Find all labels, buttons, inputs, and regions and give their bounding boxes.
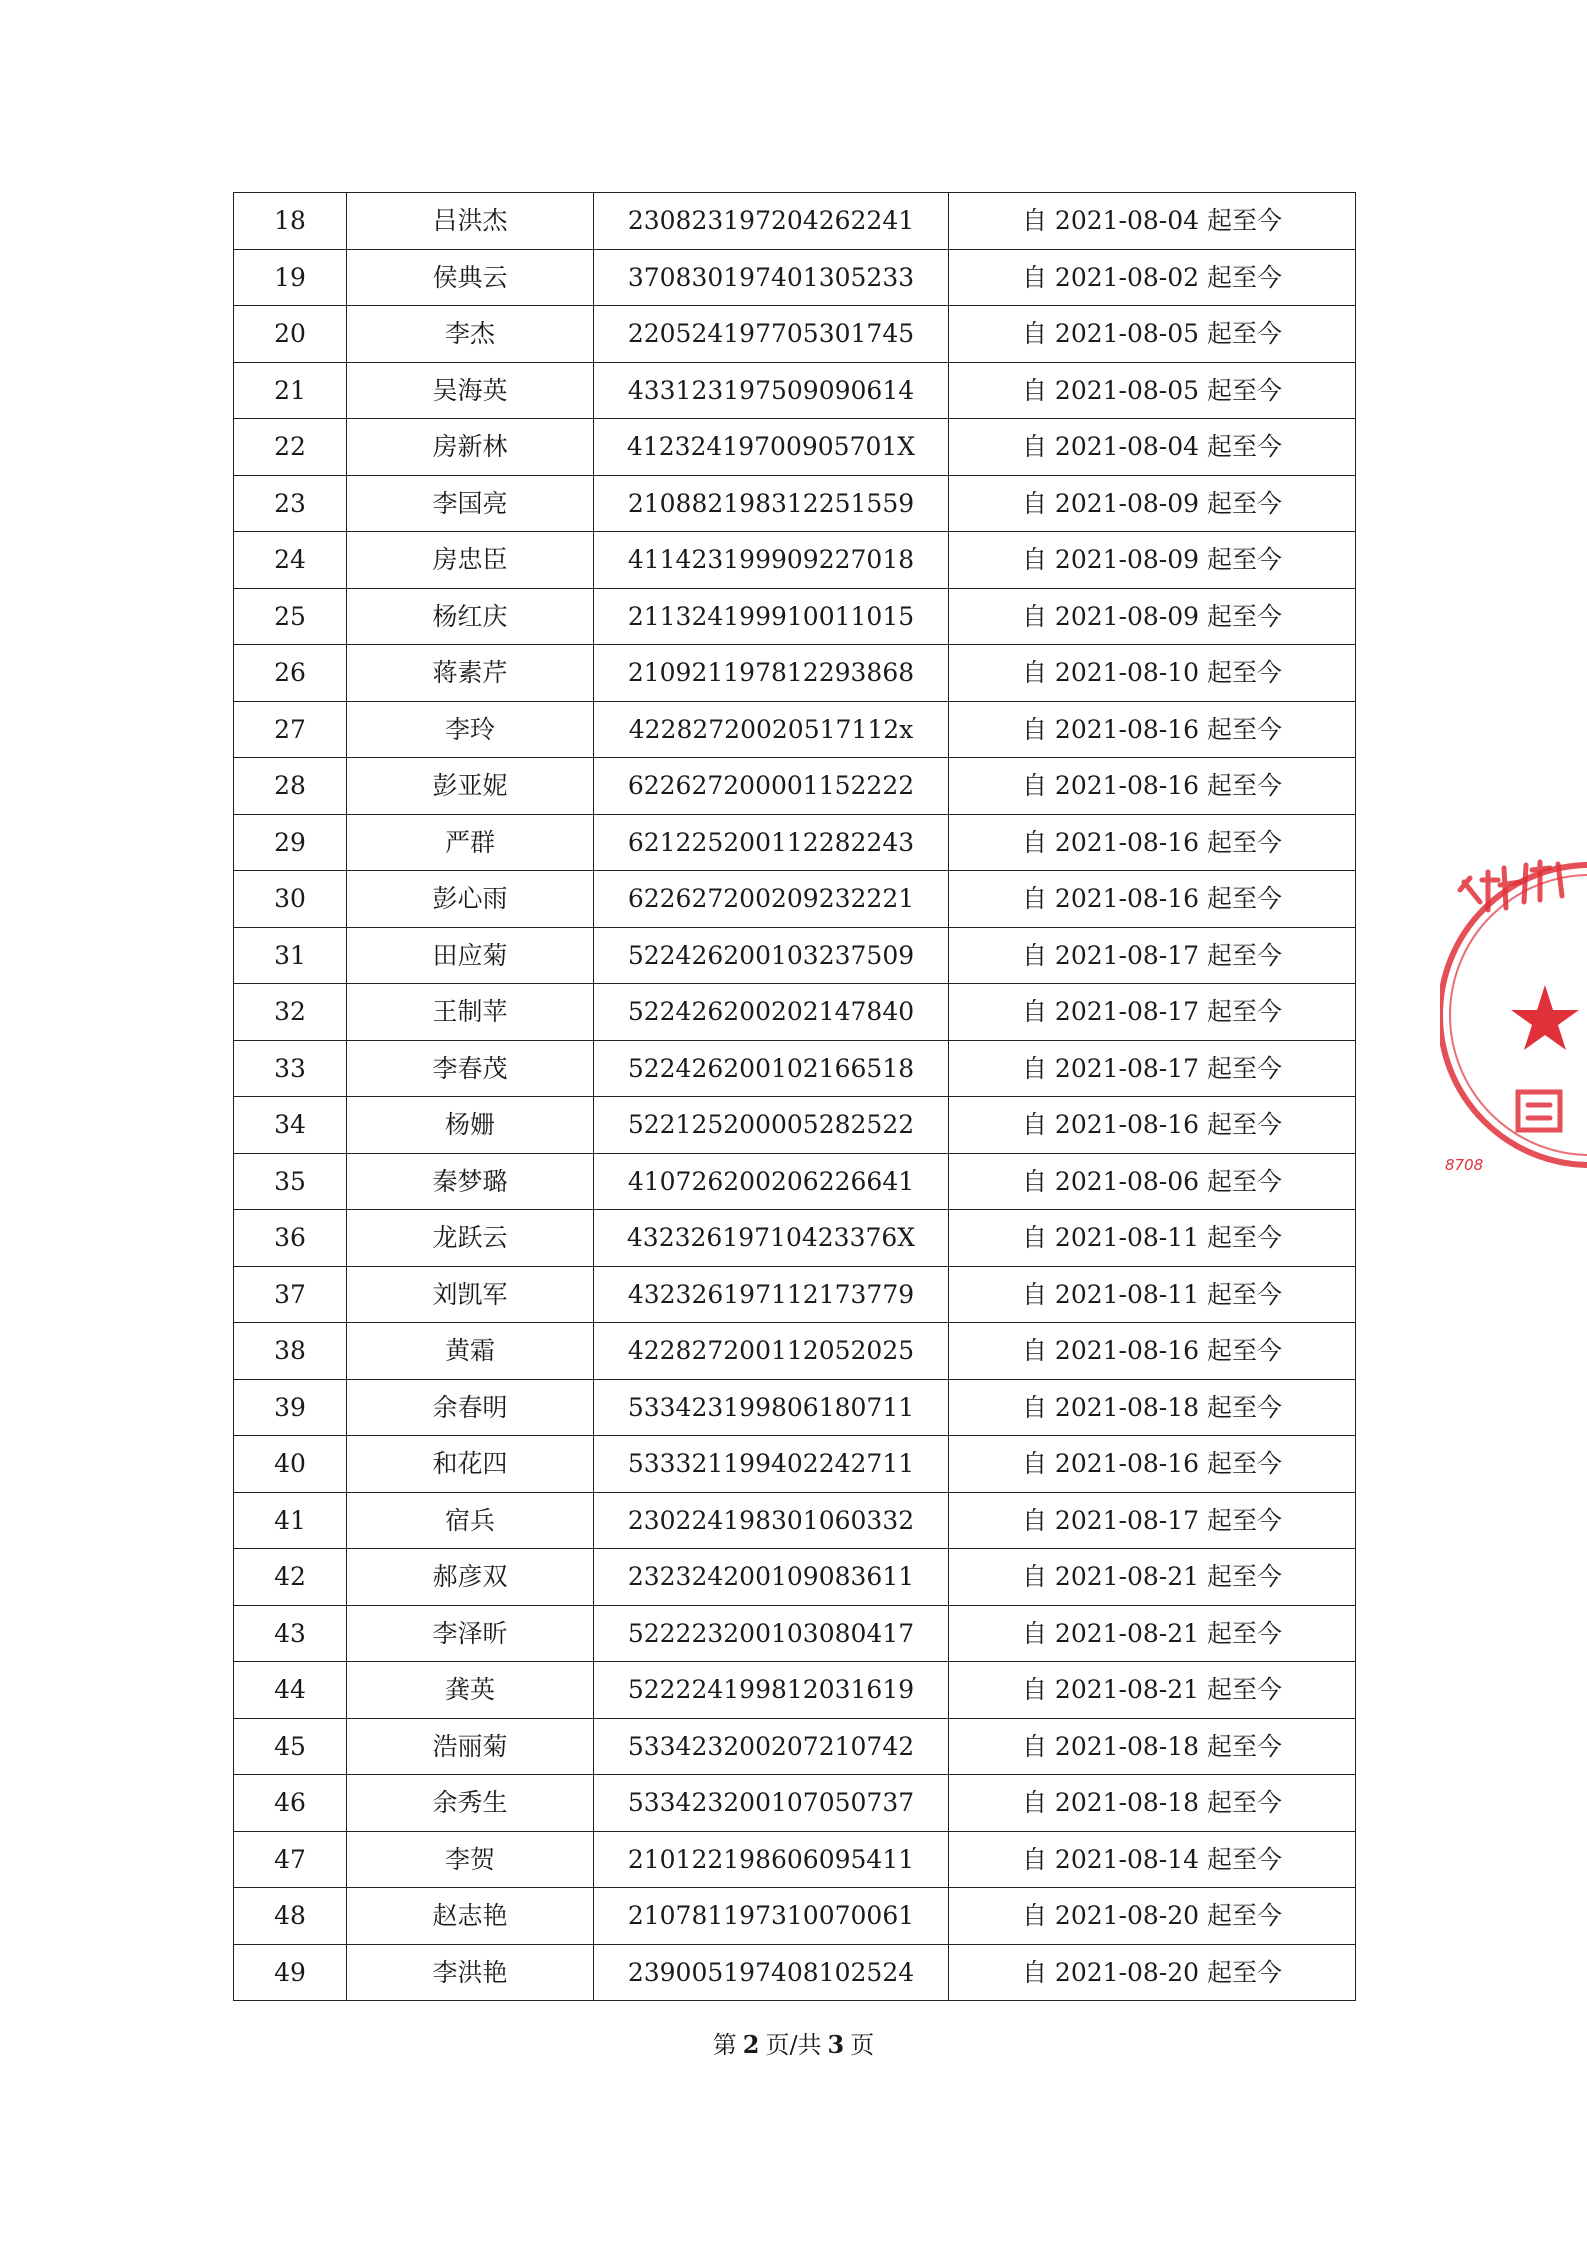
id-number-cell: 410726200206226641 xyxy=(594,1153,949,1210)
name-cell: 侯典云 xyxy=(347,249,594,306)
name-cell: 严群 xyxy=(347,814,594,871)
row-number-cell: 43 xyxy=(234,1605,347,1662)
official-seal-stamp xyxy=(1440,830,1587,1210)
name-cell: 余春明 xyxy=(347,1379,594,1436)
row-number-cell: 45 xyxy=(234,1718,347,1775)
row-number-cell: 49 xyxy=(234,1944,347,2001)
period-cell: 自 2021-08-04 起至今 xyxy=(949,419,1356,476)
row-number-cell: 19 xyxy=(234,249,347,306)
name-cell: 李泽昕 xyxy=(347,1605,594,1662)
row-number-cell: 37 xyxy=(234,1266,347,1323)
name-cell: 蒋素芹 xyxy=(347,645,594,702)
name-cell: 李春茂 xyxy=(347,1040,594,1097)
footer-current-page: 2 xyxy=(742,2030,760,2059)
row-number-cell: 24 xyxy=(234,532,347,589)
period-cell: 自 2021-08-17 起至今 xyxy=(949,927,1356,984)
name-cell: 杨红庆 xyxy=(347,588,594,645)
period-cell: 自 2021-08-16 起至今 xyxy=(949,814,1356,871)
id-number-cell: 433123197509090614 xyxy=(594,362,949,419)
table-row xyxy=(234,1775,1356,1832)
row-number-cell: 44 xyxy=(234,1662,347,1719)
table-row xyxy=(234,1605,1356,1662)
table-row xyxy=(234,927,1356,984)
name-cell: 彭亚妮 xyxy=(347,758,594,815)
row-number-cell: 20 xyxy=(234,306,347,363)
page-footer xyxy=(0,2025,1587,2060)
name-cell: 浩丽菊 xyxy=(347,1718,594,1775)
seal-icon xyxy=(1440,830,1587,1210)
id-number-cell: 210122198606095411 xyxy=(594,1831,949,1888)
id-number-cell: 533423200107050737 xyxy=(594,1775,949,1832)
period-cell: 自 2021-08-16 起至今 xyxy=(949,1323,1356,1380)
id-number-cell: 522426200202147840 xyxy=(594,984,949,1041)
id-number-cell: 522224199812031619 xyxy=(594,1662,949,1719)
id-number-cell: 533321199402242711 xyxy=(594,1436,949,1493)
period-cell: 自 2021-08-10 起至今 xyxy=(949,645,1356,702)
row-number-cell: 28 xyxy=(234,758,347,815)
footer-prefix: 第 xyxy=(712,2031,737,2059)
name-cell: 彭心雨 xyxy=(347,871,594,928)
id-number-cell: 41232419700905701X xyxy=(594,419,949,476)
period-cell: 自 2021-08-16 起至今 xyxy=(949,701,1356,758)
id-number-cell: 522426200103237509 xyxy=(594,927,949,984)
row-number-cell: 35 xyxy=(234,1153,347,1210)
period-cell: 自 2021-08-02 起至今 xyxy=(949,249,1356,306)
name-cell: 杨姗 xyxy=(347,1097,594,1154)
table-row xyxy=(234,1379,1356,1436)
period-cell: 自 2021-08-18 起至今 xyxy=(949,1718,1356,1775)
id-number-cell: 622627200001152222 xyxy=(594,758,949,815)
svg-text:8708: 8708 xyxy=(1445,1156,1484,1174)
table-row xyxy=(234,1718,1356,1775)
table-row xyxy=(234,1549,1356,1606)
name-cell: 李贺 xyxy=(347,1831,594,1888)
id-number-cell: 210781197310070061 xyxy=(594,1888,949,1945)
personnel-table xyxy=(233,192,1356,2001)
row-number-cell: 47 xyxy=(234,1831,347,1888)
id-number-cell: 220524197705301745 xyxy=(594,306,949,363)
period-cell: 自 2021-08-21 起至今 xyxy=(949,1605,1356,1662)
table-row xyxy=(234,588,1356,645)
period-cell: 自 2021-08-16 起至今 xyxy=(949,871,1356,928)
name-cell: 龚英 xyxy=(347,1662,594,1719)
table-row xyxy=(234,249,1356,306)
name-cell: 郝彦双 xyxy=(347,1549,594,1606)
row-number-cell: 34 xyxy=(234,1097,347,1154)
name-cell: 秦梦璐 xyxy=(347,1153,594,1210)
row-number-cell: 38 xyxy=(234,1323,347,1380)
period-cell: 自 2021-08-18 起至今 xyxy=(949,1775,1356,1832)
name-cell: 李洪艳 xyxy=(347,1944,594,2001)
id-number-cell: 43232619710423376X xyxy=(594,1210,949,1267)
table-row xyxy=(234,1436,1356,1493)
table-body xyxy=(234,193,1356,2001)
row-number-cell: 36 xyxy=(234,1210,347,1267)
period-cell: 自 2021-08-05 起至今 xyxy=(949,362,1356,419)
table-row xyxy=(234,1210,1356,1267)
id-number-cell: 230823197204262241 xyxy=(594,193,949,250)
id-number-cell: 411423199909227018 xyxy=(594,532,949,589)
name-cell: 吕洪杰 xyxy=(347,193,594,250)
row-number-cell: 26 xyxy=(234,645,347,702)
period-cell: 自 2021-08-14 起至今 xyxy=(949,1831,1356,1888)
table-row xyxy=(234,1266,1356,1323)
id-number-cell: 533423200207210742 xyxy=(594,1718,949,1775)
table-row xyxy=(234,1097,1356,1154)
footer-total-pages: 3 xyxy=(827,2030,845,2059)
row-number-cell: 31 xyxy=(234,927,347,984)
id-number-cell: 432326197112173779 xyxy=(594,1266,949,1323)
period-cell: 自 2021-08-16 起至今 xyxy=(949,758,1356,815)
period-cell: 自 2021-08-05 起至今 xyxy=(949,306,1356,363)
id-number-cell: 42282720020517112x xyxy=(594,701,949,758)
id-number-cell: 232324200109083611 xyxy=(594,1549,949,1606)
table-row xyxy=(234,758,1356,815)
period-cell: 自 2021-08-09 起至今 xyxy=(949,475,1356,532)
row-number-cell: 48 xyxy=(234,1888,347,1945)
row-number-cell: 39 xyxy=(234,1379,347,1436)
period-cell: 自 2021-08-17 起至今 xyxy=(949,1492,1356,1549)
name-cell: 李杰 xyxy=(347,306,594,363)
row-number-cell: 40 xyxy=(234,1436,347,1493)
period-cell: 自 2021-08-11 起至今 xyxy=(949,1210,1356,1267)
row-number-cell: 27 xyxy=(234,701,347,758)
id-number-cell: 230224198301060332 xyxy=(594,1492,949,1549)
table-row xyxy=(234,193,1356,250)
id-number-cell: 533423199806180711 xyxy=(594,1379,949,1436)
id-number-cell: 621225200112282243 xyxy=(594,814,949,871)
table-row xyxy=(234,532,1356,589)
table-row xyxy=(234,419,1356,476)
row-number-cell: 21 xyxy=(234,362,347,419)
row-number-cell: 33 xyxy=(234,1040,347,1097)
period-cell: 自 2021-08-20 起至今 xyxy=(949,1888,1356,1945)
period-cell: 自 2021-08-09 起至今 xyxy=(949,588,1356,645)
table-row xyxy=(234,814,1356,871)
id-number-cell: 211324199910011015 xyxy=(594,588,949,645)
row-number-cell: 25 xyxy=(234,588,347,645)
id-number-cell: 239005197408102524 xyxy=(594,1944,949,2001)
table-row xyxy=(234,1888,1356,1945)
table-row xyxy=(234,984,1356,1041)
table-row xyxy=(234,645,1356,702)
row-number-cell: 46 xyxy=(234,1775,347,1832)
table-row xyxy=(234,1492,1356,1549)
id-number-cell: 622627200209232221 xyxy=(594,871,949,928)
name-cell: 房新林 xyxy=(347,419,594,476)
period-cell: 自 2021-08-18 起至今 xyxy=(949,1379,1356,1436)
row-number-cell: 42 xyxy=(234,1549,347,1606)
table-row xyxy=(234,1040,1356,1097)
name-cell: 龙跃云 xyxy=(347,1210,594,1267)
period-cell: 自 2021-08-16 起至今 xyxy=(949,1097,1356,1154)
name-cell: 房忠臣 xyxy=(347,532,594,589)
period-cell: 自 2021-08-20 起至今 xyxy=(949,1944,1356,2001)
period-cell: 自 2021-08-17 起至今 xyxy=(949,984,1356,1041)
footer-suffix: 页 xyxy=(850,2031,875,2059)
id-number-cell: 422827200112052025 xyxy=(594,1323,949,1380)
period-cell: 自 2021-08-17 起至今 xyxy=(949,1040,1356,1097)
table-row xyxy=(234,475,1356,532)
name-cell: 王制苹 xyxy=(347,984,594,1041)
name-cell: 李玲 xyxy=(347,701,594,758)
id-number-cell: 522223200103080417 xyxy=(594,1605,949,1662)
row-number-cell: 30 xyxy=(234,871,347,928)
table-row xyxy=(234,1662,1356,1719)
row-number-cell: 22 xyxy=(234,419,347,476)
name-cell: 田应菊 xyxy=(347,927,594,984)
name-cell: 刘凯军 xyxy=(347,1266,594,1323)
table-row xyxy=(234,306,1356,363)
period-cell: 自 2021-08-11 起至今 xyxy=(949,1266,1356,1323)
table-row xyxy=(234,1944,1356,2001)
id-number-cell: 210921197812293868 xyxy=(594,645,949,702)
row-number-cell: 32 xyxy=(234,984,347,1041)
name-cell: 赵志艳 xyxy=(347,1888,594,1945)
row-number-cell: 41 xyxy=(234,1492,347,1549)
period-cell: 自 2021-08-04 起至今 xyxy=(949,193,1356,250)
name-cell: 黄霜 xyxy=(347,1323,594,1380)
name-cell: 余秀生 xyxy=(347,1775,594,1832)
row-number-cell: 23 xyxy=(234,475,347,532)
table-row xyxy=(234,1323,1356,1380)
table-row xyxy=(234,871,1356,928)
period-cell: 自 2021-08-06 起至今 xyxy=(949,1153,1356,1210)
id-number-cell: 370830197401305233 xyxy=(594,249,949,306)
footer-middle: 页/共 xyxy=(765,2031,822,2059)
period-cell: 自 2021-08-09 起至今 xyxy=(949,532,1356,589)
table-row xyxy=(234,1831,1356,1888)
id-number-cell: 522125200005282522 xyxy=(594,1097,949,1154)
row-number-cell: 29 xyxy=(234,814,347,871)
table-row xyxy=(234,1153,1356,1210)
table-row xyxy=(234,362,1356,419)
name-cell: 宿兵 xyxy=(347,1492,594,1549)
id-number-cell: 210882198312251559 xyxy=(594,475,949,532)
period-cell: 自 2021-08-16 起至今 xyxy=(949,1436,1356,1493)
name-cell: 李国亮 xyxy=(347,475,594,532)
name-cell: 和花四 xyxy=(347,1436,594,1493)
id-number-cell: 522426200102166518 xyxy=(594,1040,949,1097)
period-cell: 自 2021-08-21 起至今 xyxy=(949,1549,1356,1606)
row-number-cell: 18 xyxy=(234,193,347,250)
name-cell: 吴海英 xyxy=(347,362,594,419)
table-row xyxy=(234,701,1356,758)
period-cell: 自 2021-08-21 起至今 xyxy=(949,1662,1356,1719)
